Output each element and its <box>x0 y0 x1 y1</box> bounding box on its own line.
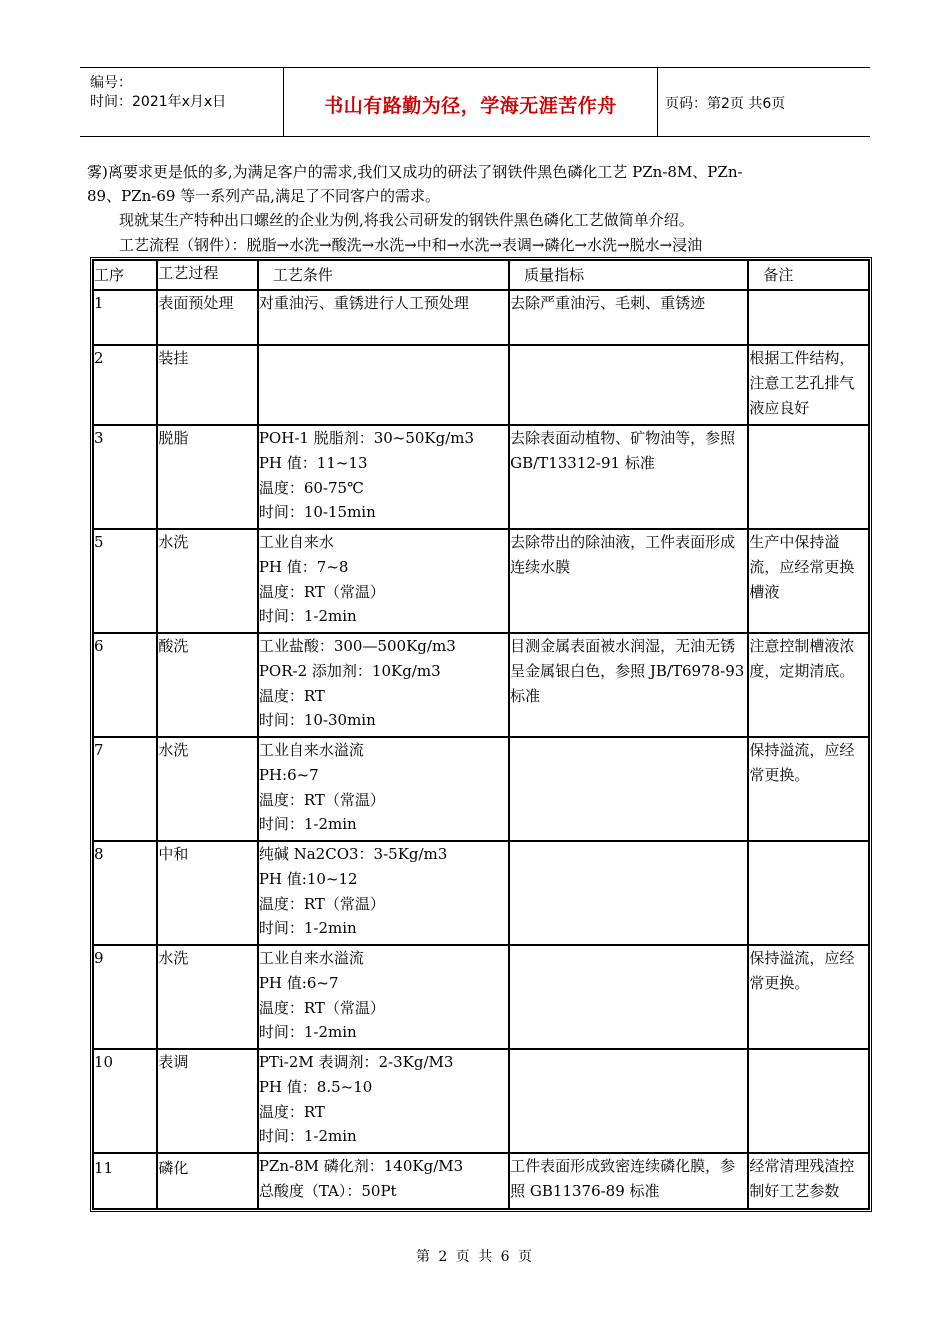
header-cell-process: 工艺过程 <box>157 260 258 290</box>
header-cell-seq: 工序 <box>93 260 157 290</box>
intro-paragraph-2: 现就某生产特种出口螺丝的企业为例,将我公司研发的钢铁件黑色磷化工艺做简单介绍。 <box>119 211 694 229</box>
intro-paragraph-line-2: 89、PZn-69 等一系列产品,满足了不同客户的需求。 <box>87 187 440 205</box>
row-seq-cell: 1 <box>93 290 157 345</box>
condition-line: POH-1 脱脂剂：30~50Kg/m3 <box>258 429 475 447</box>
row-notes-cell: 保持溢流，应经常更换。 <box>748 945 869 1049</box>
row-seq-cell: 6 <box>93 633 157 737</box>
condition-line: 工业自来水溢流 <box>258 741 364 759</box>
condition-line: 时间：10-30min <box>258 711 376 730</box>
row-notes-cell: 生产中保持溢流，应经常更换槽液 <box>748 529 869 633</box>
condition-line: 温度：RT <box>258 686 325 705</box>
process-table <box>90 257 872 1212</box>
row-notes-cell <box>748 290 869 345</box>
condition-line: 时间：1-2min <box>258 1023 357 1042</box>
row-conditions-cell <box>258 737 509 841</box>
table-row <box>93 345 869 425</box>
document-date-label: 时间：2021年x月x日 <box>90 94 227 110</box>
row-process-cell: 装挂 <box>157 345 258 425</box>
condition-line: 时间：1-2min <box>258 1127 357 1146</box>
table-row <box>93 425 869 529</box>
row-seq-cell: 5 <box>93 529 157 633</box>
header-cell-quality: 质量指标 <box>509 260 748 290</box>
header-motto-cell <box>283 68 658 136</box>
condition-line: 温度：RT（常温） <box>258 998 385 1017</box>
header-info-cell <box>80 68 283 136</box>
row-seq-cell: 8 <box>93 841 157 945</box>
condition-line: 时间：1-2min <box>258 815 357 834</box>
table-header-row <box>93 260 869 290</box>
condition-line: 工业自来水溢流 <box>258 949 364 967</box>
row-conditions-cell <box>258 345 509 425</box>
condition-line: PZn-8M 磷化剂：140Kg/M3 <box>258 1157 464 1175</box>
condition-line: PH 值:6~7 <box>258 973 339 992</box>
row-quality-cell <box>509 1049 748 1153</box>
row-quality-cell <box>509 345 748 425</box>
row-seq-cell: 3 <box>93 425 157 529</box>
condition-line: 纯碱 Na2CO3：3-5Kg/m3 <box>258 845 448 863</box>
condition-line: 总酸度（TA）：50Pt <box>258 1181 397 1200</box>
row-quality-cell <box>509 841 748 945</box>
condition-line: 工业自来水 <box>258 533 334 551</box>
condition-line: 温度：RT（常温） <box>258 894 385 913</box>
intro-paragraph-line-1: 雾)离要求更是低的多,为满足客户的需求,我们又成功的研法了钢铁件黑色磷化工艺 PZn-8M、PZn- <box>87 163 743 181</box>
condition-line: PH 值:10~12 <box>258 869 358 888</box>
page-footer: 第 2 页 共 6 页 <box>415 1249 535 1265</box>
table-row <box>93 841 869 945</box>
row-conditions-cell <box>258 425 509 529</box>
page-header <box>80 67 870 137</box>
condition-line: 温度：RT（常温） <box>258 790 385 809</box>
row-process-cell: 中和 <box>157 841 258 945</box>
condition-line: 温度：60-75℃ <box>258 478 364 497</box>
document-number-label: 编号： <box>90 75 132 91</box>
row-notes-cell <box>748 425 869 529</box>
condition-line: PH:6~7 <box>258 765 319 784</box>
table-row <box>93 945 869 1049</box>
row-conditions-cell <box>258 1153 509 1209</box>
row-process-cell: 水洗 <box>157 529 258 633</box>
row-seq-cell: 2 <box>93 345 157 425</box>
condition-line: 时间：10-15min <box>258 503 376 522</box>
condition-line: PH 值：7~8 <box>258 557 349 576</box>
condition-line: 时间：1-2min <box>258 607 357 626</box>
row-quality-cell <box>509 737 748 841</box>
table-body <box>93 290 869 1209</box>
table-row <box>93 1153 869 1209</box>
process-flow-line: 工艺流程（钢件）：脱脂→水洗→酸洗→水洗→中和→水洗→表调→磷化→水洗→脱水→浸油 <box>119 236 703 254</box>
row-process-cell: 磷化 <box>157 1153 258 1209</box>
motto-text: 书山有路勤为径，学海无涯苦作舟 <box>324 95 617 117</box>
row-seq-cell: 9 <box>93 945 157 1049</box>
condition-line: PTi-2M 表调剂：2-3Kg/M3 <box>258 1053 454 1071</box>
table-row <box>93 737 869 841</box>
row-process-cell: 表调 <box>157 1049 258 1153</box>
row-notes-cell: 经常清理残渣控制好工艺参数 <box>748 1153 869 1209</box>
condition-line: 温度：RT <box>258 1102 325 1121</box>
row-process-cell: 脱脂 <box>157 425 258 529</box>
header-cell-notes: 备注 <box>748 260 869 290</box>
table-row <box>93 529 869 633</box>
condition-line: 工业盐酸：300—500Kg/m3 <box>258 637 456 655</box>
row-conditions-cell <box>258 1049 509 1153</box>
row-quality-cell <box>509 945 748 1049</box>
row-quality-cell: 去除严重油污、毛刺、重锈迹 <box>509 290 748 345</box>
header-page-cell <box>657 68 870 136</box>
table-row <box>93 633 869 737</box>
condition-line: 对重油污、重锈进行人工预处理 <box>258 294 469 312</box>
condition-line: POR-2 添加剂：10Kg/m3 <box>258 661 441 680</box>
row-notes-cell: 注意控制槽液浓度，定期清底。 <box>748 633 869 737</box>
page-number-label: 页码：第2页 共6页 <box>665 96 786 112</box>
row-process-cell: 水洗 <box>157 945 258 1049</box>
condition-line: PH 值：8.5~10 <box>258 1077 373 1096</box>
row-notes-cell: 保持溢流，应经常更换。 <box>748 737 869 841</box>
row-process-cell: 酸洗 <box>157 633 258 737</box>
condition-line: PH 值：11~13 <box>258 453 368 472</box>
row-process-cell: 表面预处理 <box>157 290 258 345</box>
row-conditions-cell <box>258 945 509 1049</box>
row-conditions-cell <box>258 841 509 945</box>
row-process-cell: 水洗 <box>157 737 258 841</box>
row-quality-cell: 目测金属表面被水润湿，无油无锈呈金属银白色，参照 JB/T6978-93 标准 <box>509 633 748 737</box>
row-conditions-cell <box>258 529 509 633</box>
row-notes-cell <box>748 1049 869 1153</box>
header-cell-conditions: 工艺条件 <box>258 260 509 290</box>
row-seq-cell: 11 <box>93 1153 157 1209</box>
table-row <box>93 290 869 345</box>
row-quality-cell: 工件表面形成致密连续磷化膜，参照 GB11376-89 标准 <box>509 1153 748 1209</box>
row-conditions-cell <box>258 290 509 345</box>
row-quality-cell: 去除表面动植物、矿物油等，参照 GB/T13312-91 标准 <box>509 425 748 529</box>
row-seq-cell: 7 <box>93 737 157 841</box>
row-quality-cell: 去除带出的除油液，工件表面形成连续水膜 <box>509 529 748 633</box>
table-row <box>93 1049 869 1153</box>
row-notes-cell <box>748 841 869 945</box>
condition-line: 温度：RT（常温） <box>258 582 385 601</box>
row-seq-cell: 10 <box>93 1049 157 1153</box>
row-conditions-cell <box>258 633 509 737</box>
row-notes-cell: 根据工件结构，注意工艺孔排气液应良好 <box>748 345 869 425</box>
condition-line: 时间：1-2min <box>258 919 357 938</box>
